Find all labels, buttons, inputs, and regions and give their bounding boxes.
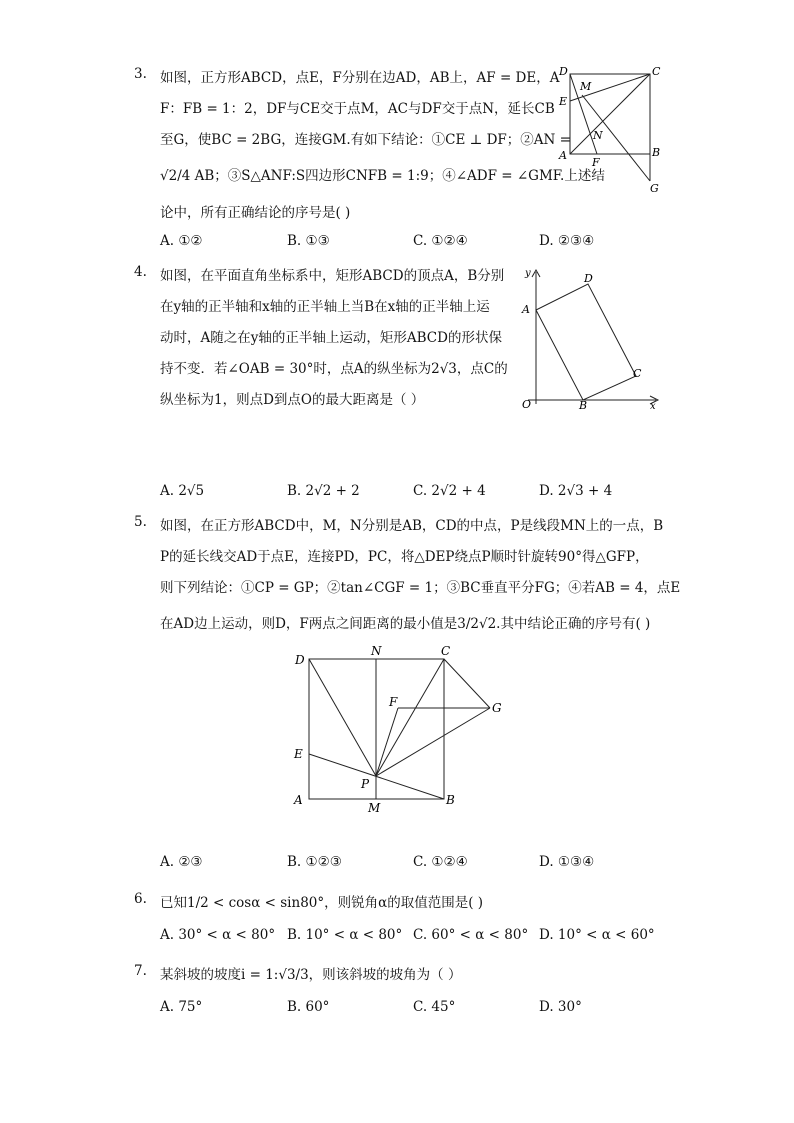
label-B: B (579, 399, 588, 412)
label-E: E (559, 95, 568, 108)
label-B: B (446, 793, 455, 807)
label-D: D (559, 65, 568, 78)
option-c[interactable]: C. 2√2 + 4 (413, 483, 486, 499)
question-text-line: F：FB = 1：2，DF与CE交于点M，AC与DF交于点N，延长CB (160, 101, 555, 117)
question-text-line: 则下列结论：①CP = GP；②tan∠CGF = 1；③BC垂直平分FG；④若AB = 4，点E (160, 580, 681, 596)
option-d[interactable]: D. ②③④ (539, 233, 595, 249)
question-text-line: √2/4 AB；③S△ANF:S四边形CNFB = 1:9；④∠ADF = ∠GMF.上述结 (160, 168, 605, 184)
option-a[interactable]: A. ②③ (160, 854, 203, 870)
question-number: 6. (134, 891, 147, 907)
label-G: G (650, 182, 659, 195)
label-F: F (389, 695, 398, 709)
option-b[interactable]: B. 2√2 + 2 (287, 483, 360, 499)
question-number: 7. (134, 963, 147, 979)
label-A: A (522, 303, 530, 316)
question-text-line: 论中，所有正确结论的序号是( ) (160, 205, 351, 221)
label-x: x (650, 401, 656, 412)
label-P: P (361, 777, 370, 791)
label-N: N (593, 129, 603, 142)
label-M: M (368, 801, 381, 815)
option-c[interactable]: C. 45° (413, 999, 456, 1015)
label-E: E (294, 747, 303, 761)
option-a[interactable]: A. ①② (160, 233, 203, 249)
option-b[interactable]: B. 10° < α < 80° (287, 927, 403, 943)
question-text-line: 动时，A随之在y轴的正半轴上运动，矩形ABCD的形状保 (160, 330, 502, 346)
question-text-line: 在y轴的正半轴和x轴的正半轴上当B在x轴的正半轴上运 (160, 299, 490, 315)
question-text-line: 纵坐标为1，则点D到点O的最大距离是（ ） (160, 392, 425, 408)
question-text-line: P的延长线交AD于点E，连接PD，PC，将△DEP绕点P顺时针旋转90°得△GFP， (160, 549, 649, 565)
label-C: C (441, 644, 451, 658)
label-D: D (584, 272, 593, 285)
question-number: 4. (134, 264, 147, 280)
option-c[interactable]: C. 60° < α < 80° (413, 927, 529, 943)
q3-figure (555, 62, 665, 197)
question-number: 3. (134, 66, 147, 82)
option-d[interactable]: D. 2√3 + 4 (539, 483, 613, 499)
label-D: D (295, 653, 305, 667)
question-text-line: 在AD边上运动，则D，F两点之间距离的最小值是3/2√2.其中结论正确的序号有( ) (160, 616, 651, 632)
label-A: A (294, 793, 303, 807)
label-M: M (580, 80, 592, 93)
question-text-line: 持不变．若∠OAB = 30°时，点A的纵坐标为2√3，点C的 (160, 361, 508, 377)
label-B: B (652, 146, 661, 159)
question-text-line: 如图，在正方形ABCD中，M，N分别是AB，CD的中点，P是线段MN上的一点，B (160, 518, 664, 534)
q4-figure (516, 264, 666, 414)
question-text-line: 如图，正方形ABCD，点E，F分别在边AD，AB上，AF = DE，A (160, 70, 560, 86)
question-text-line: 某斜坡的坡度i = 1:√3/3，则该斜坡的坡角为（ ） (160, 967, 462, 983)
label-A: A (559, 149, 567, 162)
option-a[interactable]: A. 2√5 (160, 483, 205, 499)
label-C: C (652, 65, 661, 78)
option-b[interactable]: B. 60° (287, 999, 330, 1015)
label-F: F (592, 156, 600, 169)
option-d[interactable]: D. 30° (539, 999, 582, 1015)
label-C: C (633, 367, 642, 380)
label-y: y (525, 268, 531, 279)
option-c[interactable]: C. ①②④ (413, 233, 468, 249)
question-number: 5. (134, 514, 147, 530)
label-O: O (522, 398, 532, 411)
label-G: G (492, 701, 502, 715)
option-c[interactable]: C. ①②④ (413, 854, 468, 870)
option-a[interactable]: A. 75° (160, 999, 203, 1015)
option-b[interactable]: B. ①②③ (287, 854, 342, 870)
option-a[interactable]: A. 30° < α < 80° (160, 927, 276, 943)
question-text-line: 如图，在平面直角坐标系中，矩形ABCD的顶点A，B分别 (160, 268, 505, 284)
option-b[interactable]: B. ①③ (287, 233, 330, 249)
label-N: N (371, 644, 382, 658)
option-d[interactable]: D. ①③④ (539, 854, 595, 870)
q5-figure (285, 640, 510, 820)
question-text-line: 已知1/2 < cosα < sin80°，则锐角α的取值范围是( ) (160, 895, 484, 911)
option-d[interactable]: D. 10° < α < 60° (539, 927, 655, 943)
question-text-line: 至G，使BC = 2BG，连接GM.有如下结论：①CE ⊥ DF；②AN = (160, 132, 571, 148)
